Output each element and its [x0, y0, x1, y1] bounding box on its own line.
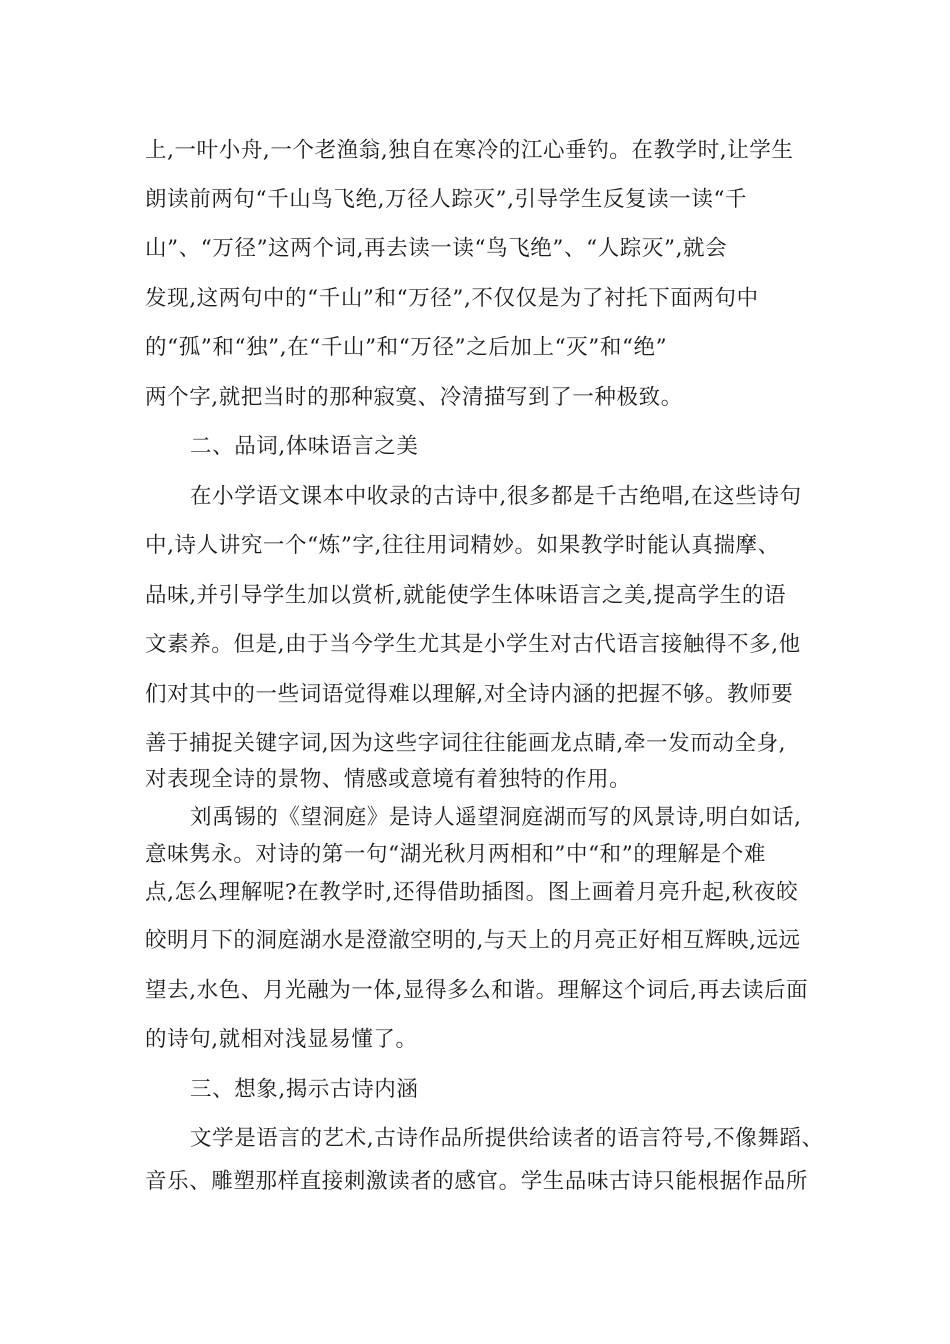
- paragraph-line: 文学是语言的艺术,古诗作品所提供给读者的语言符号,不像舞蹈、: [190, 1126, 824, 1151]
- paragraph-line: 点,怎么理解呢?在教学时,还得借助插图。图上画着月亮升起,秋夜皎: [145, 880, 799, 905]
- section-heading: 三、想象,揭示古诗内涵: [190, 1077, 419, 1102]
- paragraph-line: 文素养。但是,由于当今学生尤其是小学生对古代语言接触得不多,他: [145, 632, 801, 657]
- paragraph-line: 刘禹锡的《望洞庭》是诗人遥望洞庭湖而写的风景诗,明白如话,: [190, 805, 802, 830]
- paragraph-line: 意味隽永。对诗的第一句“湖光秋月两相和”中“和”的理解是个难: [145, 842, 766, 867]
- paragraph-line: 对表现全诗的景物、情感或意境有着独特的作用。: [145, 767, 632, 792]
- paragraph-line: 善于捕捉关键字词,因为这些字词往往能画龙点睛,牵一发而动全身,: [145, 731, 787, 756]
- paragraph-line: 们对其中的一些词语觉得难以理解,对全诗内涵的把握不够。教师要: [145, 682, 794, 707]
- paragraph-line: 发现,这两句中的“千山”和“万径”,不仅仅是为了衬托下面两句中: [145, 286, 759, 311]
- paragraph-line: 山”、“万径”这两个词,再去读一读“鸟飞绝”、“人踪灭”,就会: [145, 236, 728, 261]
- paragraph-line: 中,诗人讲究一个“炼”字,往往用词精妙。如果教学时能认真揣摩、: [145, 533, 780, 558]
- paragraph-line: 在小学语文课本中收录的古诗中,很多都是千古绝唱,在这些诗句: [190, 484, 802, 509]
- paragraph-line: 音乐、雕塑那样直接刺激读者的感官。学生品味古诗只能根据作品所: [145, 1169, 809, 1194]
- paragraph-line: 上,一叶小舟,一个老渔翁,独自在寒冷的江心垂钓。在教学时,让学生: [145, 138, 794, 163]
- paragraph-line: 的诗句,就相对浅显易懂了。: [145, 1027, 418, 1052]
- paragraph-line: 望去,水色、月光融为一体,显得多么和谐。理解这个词后,再去读后面: [145, 978, 809, 1003]
- paragraph-line: 朗读前两句“千山鸟飞绝,万径人踪灭”,引导学生反复读一读“千: [145, 187, 748, 212]
- paragraph-line: 的“孤”和“独”,在“千山”和“万径”之后加上“灭”和“绝”: [145, 335, 668, 360]
- paragraph-line: 品味,并引导学生加以赏析,就能使学生体味语言之美,提高学生的语: [145, 583, 787, 608]
- section-heading: 二、品词,体味语言之美: [190, 434, 419, 459]
- paragraph-line: 两个字,就把当时的那种寂寞、冷清描写到了一种极致。: [145, 385, 683, 410]
- paragraph-line: 皎明月下的洞庭湖水是澄澈空明的,与天上的月亮正好相互辉映,远远: [145, 928, 801, 953]
